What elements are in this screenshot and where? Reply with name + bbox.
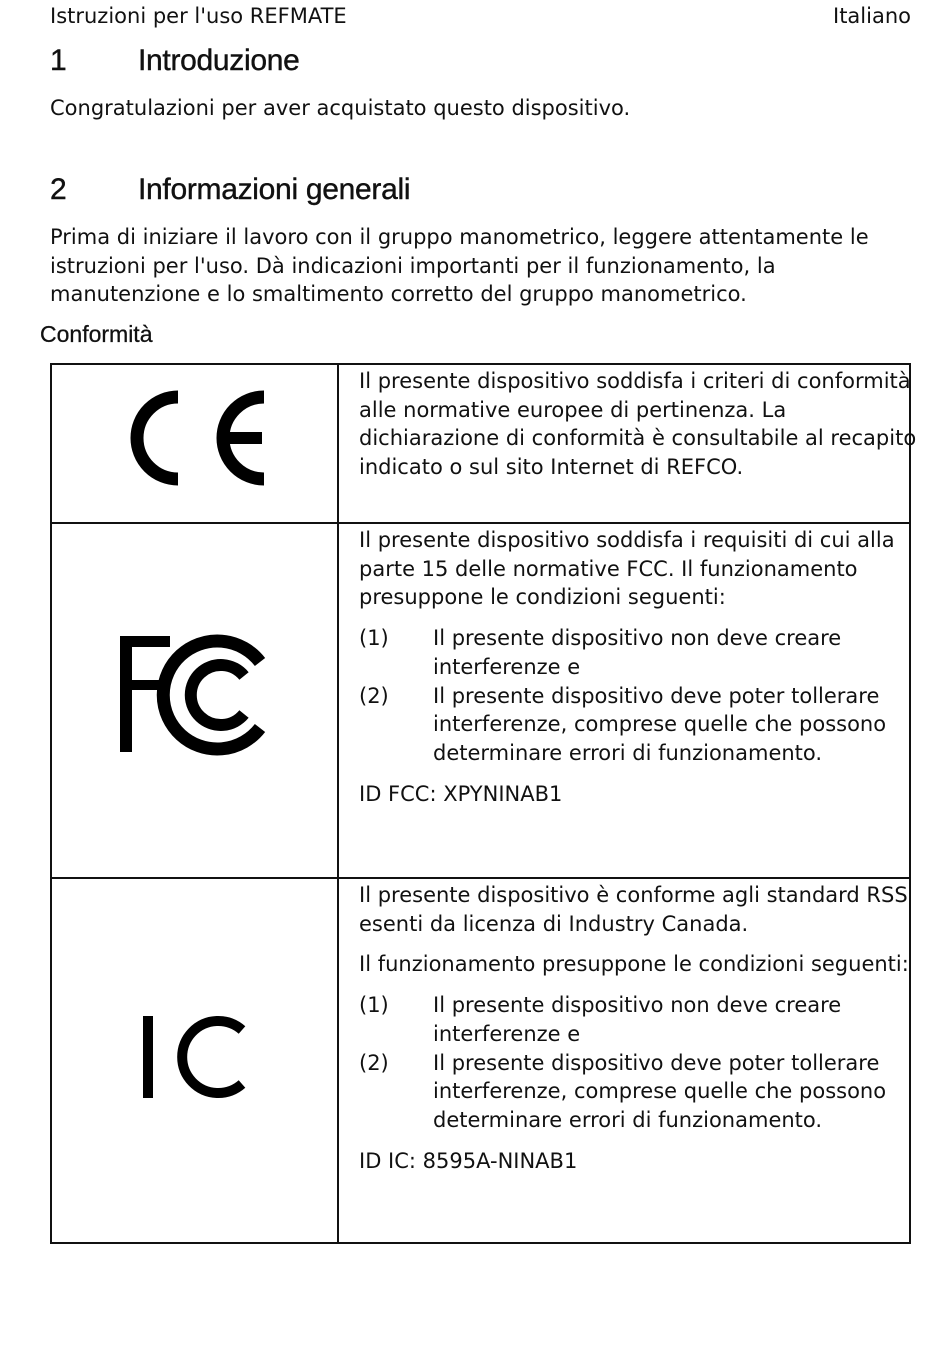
list-text: Il presente dispositivo deve poter tollerare interferenze, comprese quelle che possono determinare errori di funzionamento. <box>433 683 887 765</box>
list-marker: (1) <box>359 626 389 651</box>
list-marker: (2) <box>359 683 389 708</box>
ic-conditions-intro: Il funzionamento presuppone le condizioni seguenti: <box>359 952 909 977</box>
list-marker: (2) <box>359 1050 389 1075</box>
table-row-ic <box>52 877 909 1242</box>
table-row-fcc <box>52 522 909 877</box>
section-number: 1 <box>50 44 67 77</box>
fcc-logo-icon <box>120 632 270 756</box>
section-title: Introduzione <box>138 44 300 77</box>
fcc-conditions-list <box>359 624 919 768</box>
list-text: Il presente dispositivo deve poter tollerare interferenze, comprese quelle che possono determinare errori di funzionamento. <box>433 1050 887 1132</box>
list-item <box>359 991 919 1048</box>
ce-text: Il presente dispositivo soddisfa i criteri di conformità alle normative europee di pertinenza. La dichiarazione di conformità è consultabile al recapito indicato o sul sito Internet di REFCO. <box>359 369 917 480</box>
fcc-description <box>339 524 919 820</box>
section-number: 2 <box>50 173 67 206</box>
list-item <box>359 682 919 768</box>
ic-intro: Il presente dispositivo è conforme agli standard RSS esenti da licenza di Industry Canada. <box>359 883 908 936</box>
fcc-intro: Il presente dispositivo soddisfa i requisiti di cui alla parte 15 delle normative FCC. Il funzionamento presuppone le condizioni seguenti: <box>359 528 895 610</box>
list-marker: (1) <box>359 993 389 1018</box>
document-title: Istruzioni per l'uso REFMATE <box>50 4 347 28</box>
ic-description <box>339 879 919 1187</box>
logo-cell <box>52 879 339 1242</box>
general-info-paragraph: Prima di iniziare il lavoro con il gruppo manometrico, leggere attentamente le istruzioni per l'uso. Dà indicazioni importanti per il funzionamento, la manutenzione e lo smaltimento corretto del gruppo manometrico. <box>50 225 869 307</box>
conformity-heading: Conformità <box>40 321 153 347</box>
section-title: Informazioni generali <box>138 173 411 206</box>
logo-cell <box>52 365 339 522</box>
logo-cell <box>52 524 339 877</box>
ce-description <box>339 365 919 494</box>
list-text: Il presente dispositivo non deve creare interferenze e <box>433 993 842 1046</box>
section-heading-informazioni-generali <box>50 173 410 207</box>
ic-id: ID IC: 8595A-NINAB1 <box>359 1148 578 1173</box>
section-heading-introduzione <box>50 44 300 78</box>
intro-paragraph: Congratulazioni per aver acquistato questo dispositivo. <box>50 96 631 120</box>
list-item <box>359 1049 919 1135</box>
ic-logo-icon <box>140 1012 260 1102</box>
fcc-id: ID FCC: XPYNINAB1 <box>359 781 563 806</box>
list-text: Il presente dispositivo non deve creare interferenze e <box>433 626 842 679</box>
table-row-ce <box>52 365 917 522</box>
ce-mark-icon <box>118 385 268 491</box>
language-label: Italiano <box>833 4 911 28</box>
conformity-table <box>50 363 917 1244</box>
ic-conditions-list <box>359 991 919 1135</box>
list-item <box>359 624 919 681</box>
